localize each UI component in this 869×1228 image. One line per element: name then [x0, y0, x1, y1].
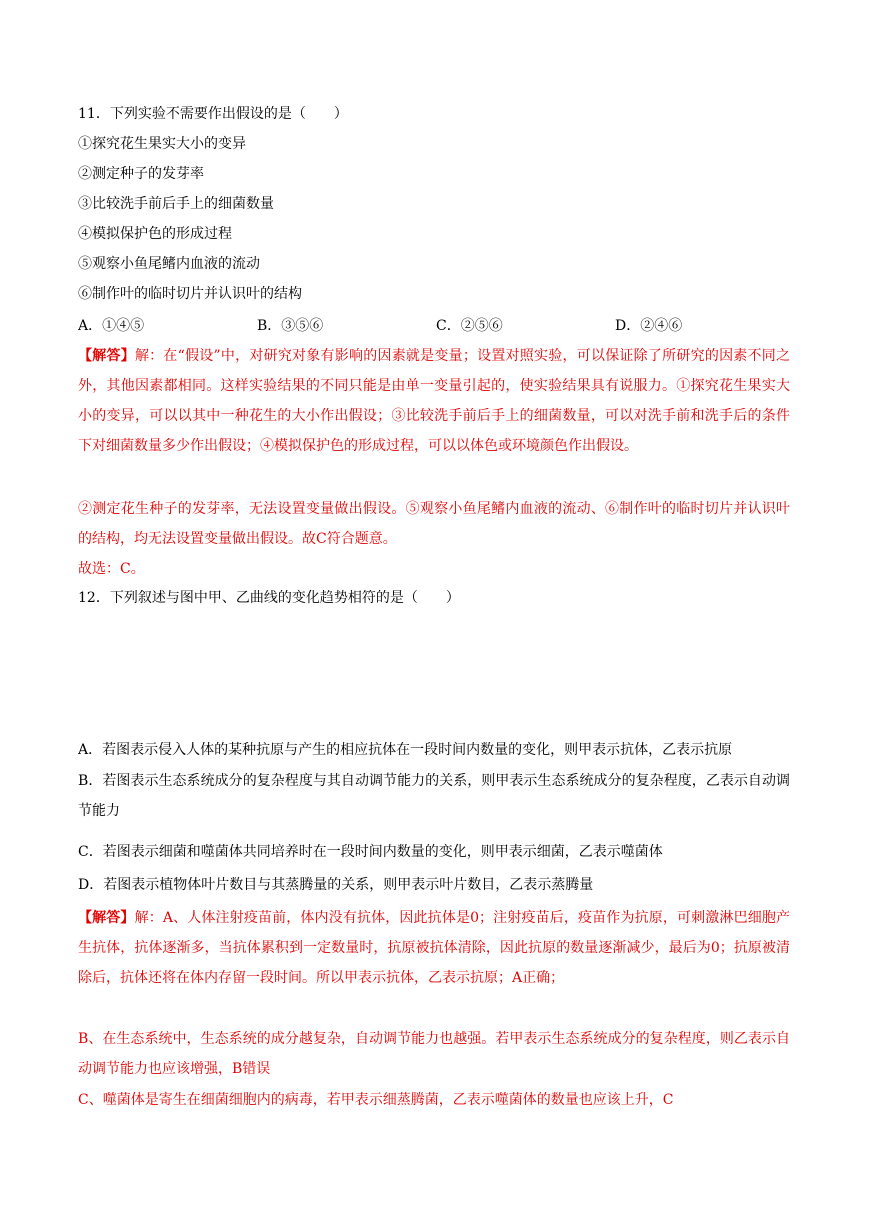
q11-answer-paragraph-1: [78, 341, 790, 461]
q11-item-1: ①探究花生果实大小的变异: [78, 136, 246, 152]
q11-answer-tag: 【解答】: [78, 348, 135, 364]
q12-answer-tag: 【解答】: [78, 910, 135, 926]
q11-option-a: A．①④⑤: [78, 318, 145, 334]
q11-item-6: ⑥制作叶的临时切片并认识叶的结构: [78, 286, 302, 302]
q11-item-3: ③比较洗手前后手上的细菌数量: [78, 196, 274, 212]
q12-option-d: D．若图表示植物体叶片数目与其蒸腾量的关系，则甲表示叶片数目，乙表示蒸腾量: [78, 877, 594, 893]
q12-option-c: C．若图表示细菌和噬菌体共同培养时在一段时间内数量的变化，则甲表示细菌，乙表示噬菌体: [78, 844, 663, 860]
q12-option-b: B．若图表示生态系统成分的复杂程度与其自动调节能力的关系，则甲表示生态系统成分的复杂程度，乙表示自动调节能力: [78, 773, 790, 819]
q12-answer-paragraph-1: [78, 903, 790, 993]
q12-answer-paragraph-3: C、噬菌体是寄生在细菌细胞内的病毒，若甲表示细蒸腾菌，乙表示噬菌体的数量也应该上升，C: [78, 1092, 674, 1108]
q12-answer-text-1: 解：A、人体注射疫苗前，体内没有抗体，因此抗体是0；注射疫苗后，疫苗作为抗原，可刺激淋巴细胞产生抗体，抗体逐渐多，当抗体累积到一定数量时，抗原被抗体清除，因此抗原的数量逐渐减少，最后为0；抗原被清除后，抗体还将在体内存留一段时间。所以甲表示抗体，乙表示抗原；A正确；: [78, 910, 791, 986]
q11-item-2: ②测定种子的发芽率: [78, 166, 204, 182]
q11-item-5: ⑤观察小鱼尾鳍内血液的流动: [78, 256, 260, 272]
q11-option-c: C．②⑤⑥: [436, 318, 503, 334]
q11-answer-text-1: 解：在“假设”中，对研究对象有影响的因素就是变量；设置对照实验，可以保证除了所研究的因素不同之外，其他因素都相同。这样实验结果的不同只能是由单一变量引起的，使实验结果具有说服力。①探究花生果实大小的变异，可以以其中一种花生的大小作出假设；③比较洗手前后手上的细菌数量，可以对洗手前和洗手后的条件下对细菌数量多少作出假设；④模拟保护色的形成过程，可以以体色或环境颜色作出假设。: [78, 348, 791, 454]
q11-answer-paragraph-2: ②测定花生种子的发芽率，无法设置变量做出假设。⑤观察小鱼尾鳍内血液的流动、⑥制作叶的临时切片并认识叶的结构，均无法设置变量做出假设。故C符合题意。: [78, 501, 790, 547]
q11-answer-choice: 故选：C。: [78, 561, 145, 577]
q12-option-a: A．若图表示侵入人体的某种抗原与产生的相应抗体在一段时间内数量的变化，则甲表示抗体，乙表示抗原: [78, 742, 733, 758]
q11-option-d: D．②④⑥: [615, 318, 683, 334]
q11-option-b: B．③⑤⑥: [257, 318, 324, 334]
q11-stem: 11．下列实验不需要作出假设的是（ ）: [78, 106, 348, 122]
q12-stem: 12．下列叙述与图中甲、乙曲线的变化趋势相符的是（ ）: [78, 590, 460, 606]
q11-item-4: ④模拟保护色的形成过程: [78, 226, 232, 242]
q12-answer-paragraph-2: B、在生态系统中，生态系统的成分越复杂，自动调节能力也越强。若甲表示生态系统成分的复杂程度，则乙表示自动调节能力也应该增强，B错误: [78, 1031, 790, 1077]
